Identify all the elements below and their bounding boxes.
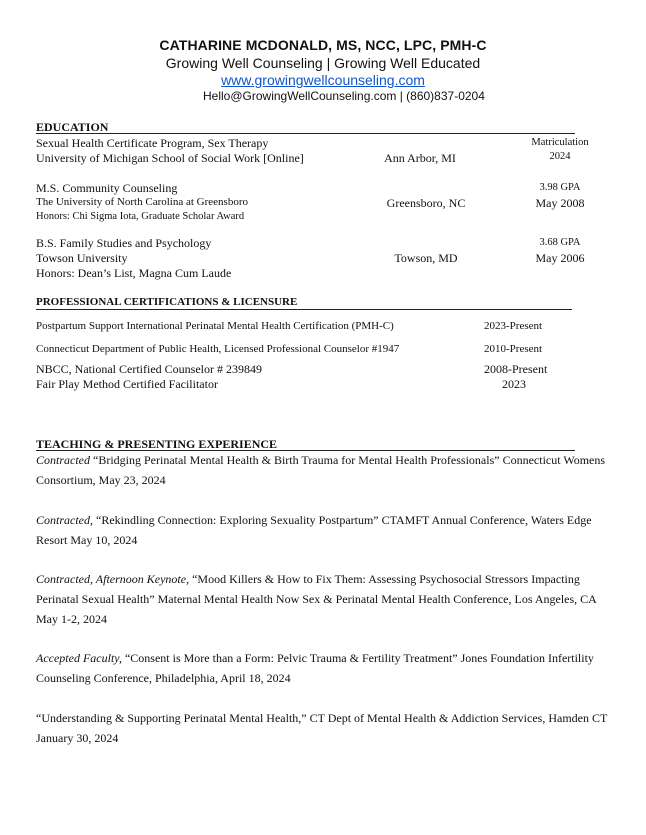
certifications-rule — [36, 309, 572, 310]
cert-fairplay-dates: 2023 — [502, 377, 526, 391]
edu3-location: Towson, MD — [394, 251, 458, 265]
cert-fairplay: Fair Play Method Certified Facilitator — [36, 377, 218, 391]
edu3-school: Towson University — [36, 251, 128, 265]
edu2-honors: Honors: Chi Sigma Iota, Graduate Scholar Award — [36, 211, 245, 222]
teaching-item: Contracted, “Rekindling Connection: Exploring Sexuality Postpartum” CTAMFT Annual Conference, Waters Edge Resort May 10, 2024 — [36, 513, 592, 547]
edu2-gpa: 3.98 GPA — [539, 182, 581, 193]
teaching-item: Contracted, Afternoon Keynote, “Mood Killers & How to Fix Them: Assessing Psychosocial Stressors Impacting Perinatal Sexual Health” Maternal Mental Health Now Sex & Perinatal Mental Health Conference, Los Angeles, CA May 1-2, 2024 — [36, 572, 597, 626]
cert-lpc-dates: 2010-Present — [484, 343, 543, 355]
edu2-year: May 2008 — [535, 196, 585, 210]
website-link[interactable]: www.growingwellcounseling.com — [221, 72, 425, 88]
cert-pmhc-dates: 2023-Present — [484, 320, 543, 332]
business-subtitle: Growing Well Counseling | Growing Well Educated — [165, 55, 481, 71]
edu2-program: M.S. Community Counseling — [36, 181, 178, 195]
edu1-year: 2024 — [549, 151, 571, 162]
certifications-heading: PROFESSIONAL CERTIFICATIONS & LICENSURE — [36, 296, 298, 308]
cert-pmhc: Postpartum Support International Perinatal Mental Health Certification (PMH-C) — [36, 320, 394, 332]
edu1-status: Matriculation — [531, 137, 589, 148]
edu1-school: University of Michigan School of Social Work [Online] — [36, 151, 304, 165]
teaching-heading: TEACHING & PRESENTING EXPERIENCE — [36, 437, 278, 451]
teaching-item: Accepted Faculty, “Consent is More than a Form: Pelvic Trauma & Fertility Treatment” Jones Foundation Infertility Counseling Conference, Philadelphia, April 18, 2024 — [36, 651, 594, 685]
edu3-gpa: 3.68 GPA — [539, 237, 581, 248]
contact-line: Hello@GrowingWellCounseling.com | (860)837-0204 — [203, 89, 485, 103]
cert-lpc: Connecticut Department of Public Health, Licensed Professional Counselor #1947 — [36, 343, 400, 355]
edu3-year: May 2006 — [535, 251, 585, 265]
education-heading: EDUCATION — [36, 120, 109, 134]
teaching-item: “Understanding & Supporting Perinatal Mental Health,” CT Dept of Mental Health & Addiction Services, Hamden CT January 30, 2024 — [36, 711, 608, 745]
edu2-location: Greensboro, NC — [386, 196, 466, 210]
teaching-item: Contracted “Bridging Perinatal Mental Health & Birth Trauma for Mental Health Professionals” Connecticut Womens Consortium, May 23, 2024 — [36, 453, 606, 487]
edu2-school: The University of North Carolina at Greensboro — [36, 196, 248, 208]
education-rule — [36, 133, 575, 134]
cert-ncc: NBCC, National Certified Counselor # 239849 — [36, 362, 262, 376]
resume-name: CATHARINE MCDONALD, MS, NCC, LPC, PMH-C — [159, 37, 487, 53]
edu1-location: Ann Arbor, MI — [384, 151, 456, 165]
edu3-program: B.S. Family Studies and Psychology — [36, 236, 212, 250]
edu1-program: Sexual Health Certificate Program, Sex Therapy — [36, 136, 269, 150]
edu3-honors: Honors: Dean’s List, Magna Cum Laude — [36, 266, 232, 280]
cert-ncc-dates: 2008-Present — [484, 362, 548, 376]
